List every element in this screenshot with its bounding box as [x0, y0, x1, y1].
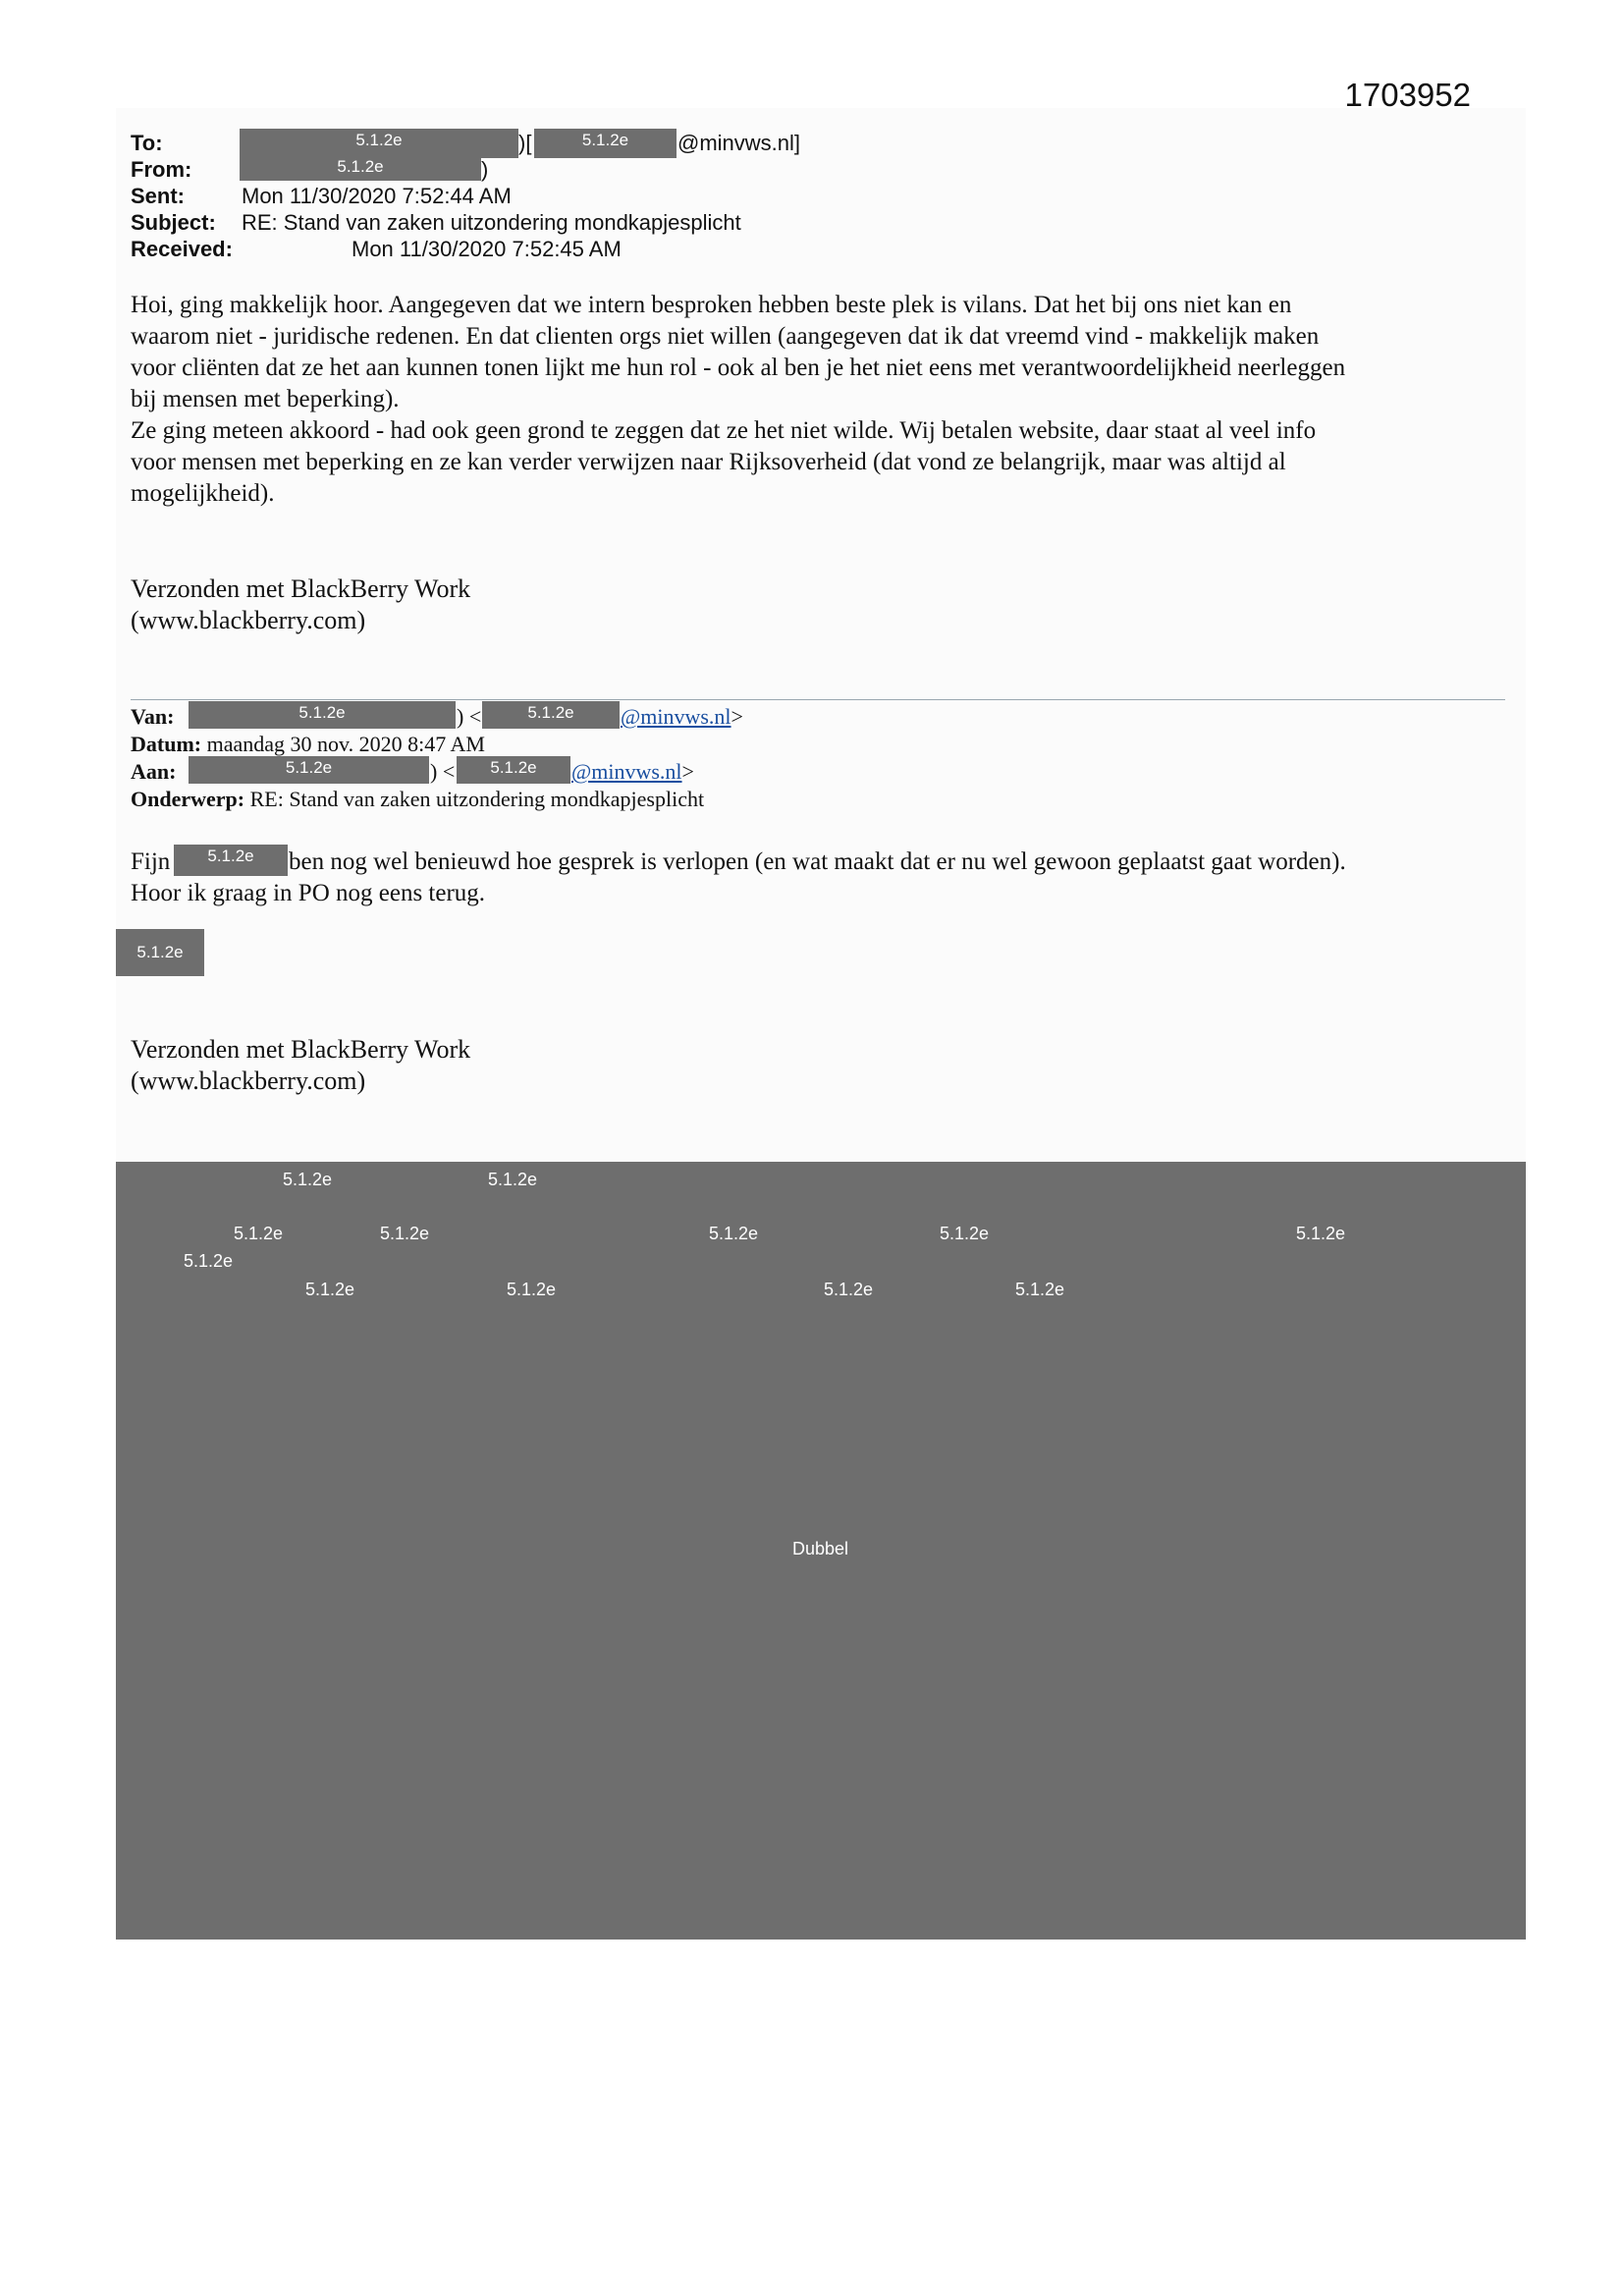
divider [131, 699, 1505, 700]
redaction-van-name: 5.1.2e [189, 701, 456, 729]
body-line: Ze ging meteen akkoord - had ook geen grond te zeggen dat ze het niet wilde. Wij betalen website, daar staat al veel info [131, 417, 1317, 444]
aan-close: > [681, 759, 694, 784]
redaction-label: 5.1.2e [283, 1170, 333, 1189]
signature-line: (www.blackberry.com) [131, 606, 366, 634]
body-line: waarom niet - juridische redenen. En dat clienten orgs niet willen (aangegeven dat ik dat vreemd vind - makkelijk maken [131, 323, 1320, 350]
body-line: mogelijkheid). [131, 480, 275, 507]
van-close: > [731, 704, 743, 729]
van-email-link[interactable]: @minvws.nl [621, 704, 731, 729]
redaction-label: 5.1.2e [1015, 1280, 1065, 1299]
redaction-label: 5.1.2e [709, 1224, 759, 1243]
signature-line: (www.blackberry.com) [131, 1066, 366, 1095]
onderwerp-value: RE: Stand van zaken uitzondering mondkapjesplicht [249, 787, 705, 811]
redaction-van-address: 5.1.2e [482, 701, 620, 729]
van-label: Van: [131, 704, 175, 729]
sent-value: Mon 11/30/2020 7:52:44 AM [242, 184, 512, 208]
body-line: bij mensen met beperking). [131, 386, 400, 412]
body-line-end: ben nog wel benieuwd hoe gesprek is verlopen (en wat maakt dat er nu wel gewoon geplaatst gaat worden). [289, 848, 1346, 875]
redaction-from-name: 5.1.2e [240, 155, 481, 181]
redaction-name-inline: 5.1.2e [174, 845, 288, 876]
redaction-aan-address: 5.1.2e [457, 756, 570, 784]
redaction-label: 5.1.2e [305, 1280, 355, 1299]
to-bracket: )[ [518, 131, 532, 155]
onderwerp-label: Onderwerp: [131, 787, 245, 811]
email-header [131, 130, 233, 262]
message-body [131, 290, 1505, 510]
document-number: 1703952 [1344, 77, 1471, 113]
redaction-sender-signature: 5.1.2e [116, 929, 204, 976]
body-line: Hoi, ging makkelijk hoor. Aangegeven dat we intern besproken hebben beste plek is vilans. Dat het bij ons niet kan en [131, 292, 1292, 318]
redaction-to-address: 5.1.2e [534, 129, 677, 158]
aan-mid: ) < [430, 759, 456, 784]
redaction-label: 5.1.2e [184, 1251, 234, 1271]
body-line: voor cliënten dat ze het aan kunnen tonen lijkt me hun rol - ook al ben je het niet eens met verantwoordelijkheid neerleggen [131, 355, 1346, 381]
from-tail: ) [481, 157, 489, 182]
aan-label: Aan: [131, 759, 177, 784]
to-domain: @minvws.nl] [677, 131, 801, 155]
redaction-to-name: 5.1.2e [240, 129, 518, 158]
signature-line: Verzonden met BlackBerry Work [131, 1035, 471, 1064]
to-label: To: [131, 131, 163, 155]
from-label: From: [131, 157, 192, 182]
van-mid: ) < [457, 704, 482, 729]
body-line: voor mensen met beperking en ze kan verder verwijzen naar Rijksoverheid (dat vond ze belangrijk, maar was altijd al [131, 449, 1286, 475]
redaction-label: 5.1.2e [507, 1280, 557, 1299]
redaction-label: 5.1.2e [1296, 1224, 1346, 1243]
redaction-label: 5.1.2e [824, 1280, 874, 1299]
body-line: Hoor ik graag in PO nog eens terug. [131, 880, 486, 906]
signature-line: Verzonden met BlackBerry Work [131, 574, 471, 603]
redaction-label: 5.1.2e [488, 1170, 538, 1189]
datum-label: Datum: [131, 732, 202, 756]
subject-value: RE: Stand van zaken uitzondering mondkapjesplicht [242, 210, 741, 235]
datum-value: maandag 30 nov. 2020 8:47 AM [206, 732, 485, 756]
redaction-label: 5.1.2e [234, 1224, 284, 1243]
received-label: Received: [131, 237, 233, 261]
received-value: Mon 11/30/2020 7:52:45 AM [352, 237, 622, 261]
body-line-start: Fijn [131, 848, 171, 875]
subject-label: Subject: [131, 210, 216, 235]
signature [131, 574, 470, 636]
forward-signature [131, 1034, 470, 1097]
forward-body [131, 847, 1505, 909]
sent-label: Sent: [131, 184, 185, 208]
redaction-aan-name: 5.1.2e [189, 756, 429, 784]
redaction-label: 5.1.2e [380, 1224, 430, 1243]
redaction-label: 5.1.2e [940, 1224, 990, 1243]
redaction-reason: Dubbel [792, 1539, 849, 1558]
aan-email-link[interactable]: @minvws.nl [571, 759, 682, 784]
redacted-block [116, 1162, 1526, 1940]
